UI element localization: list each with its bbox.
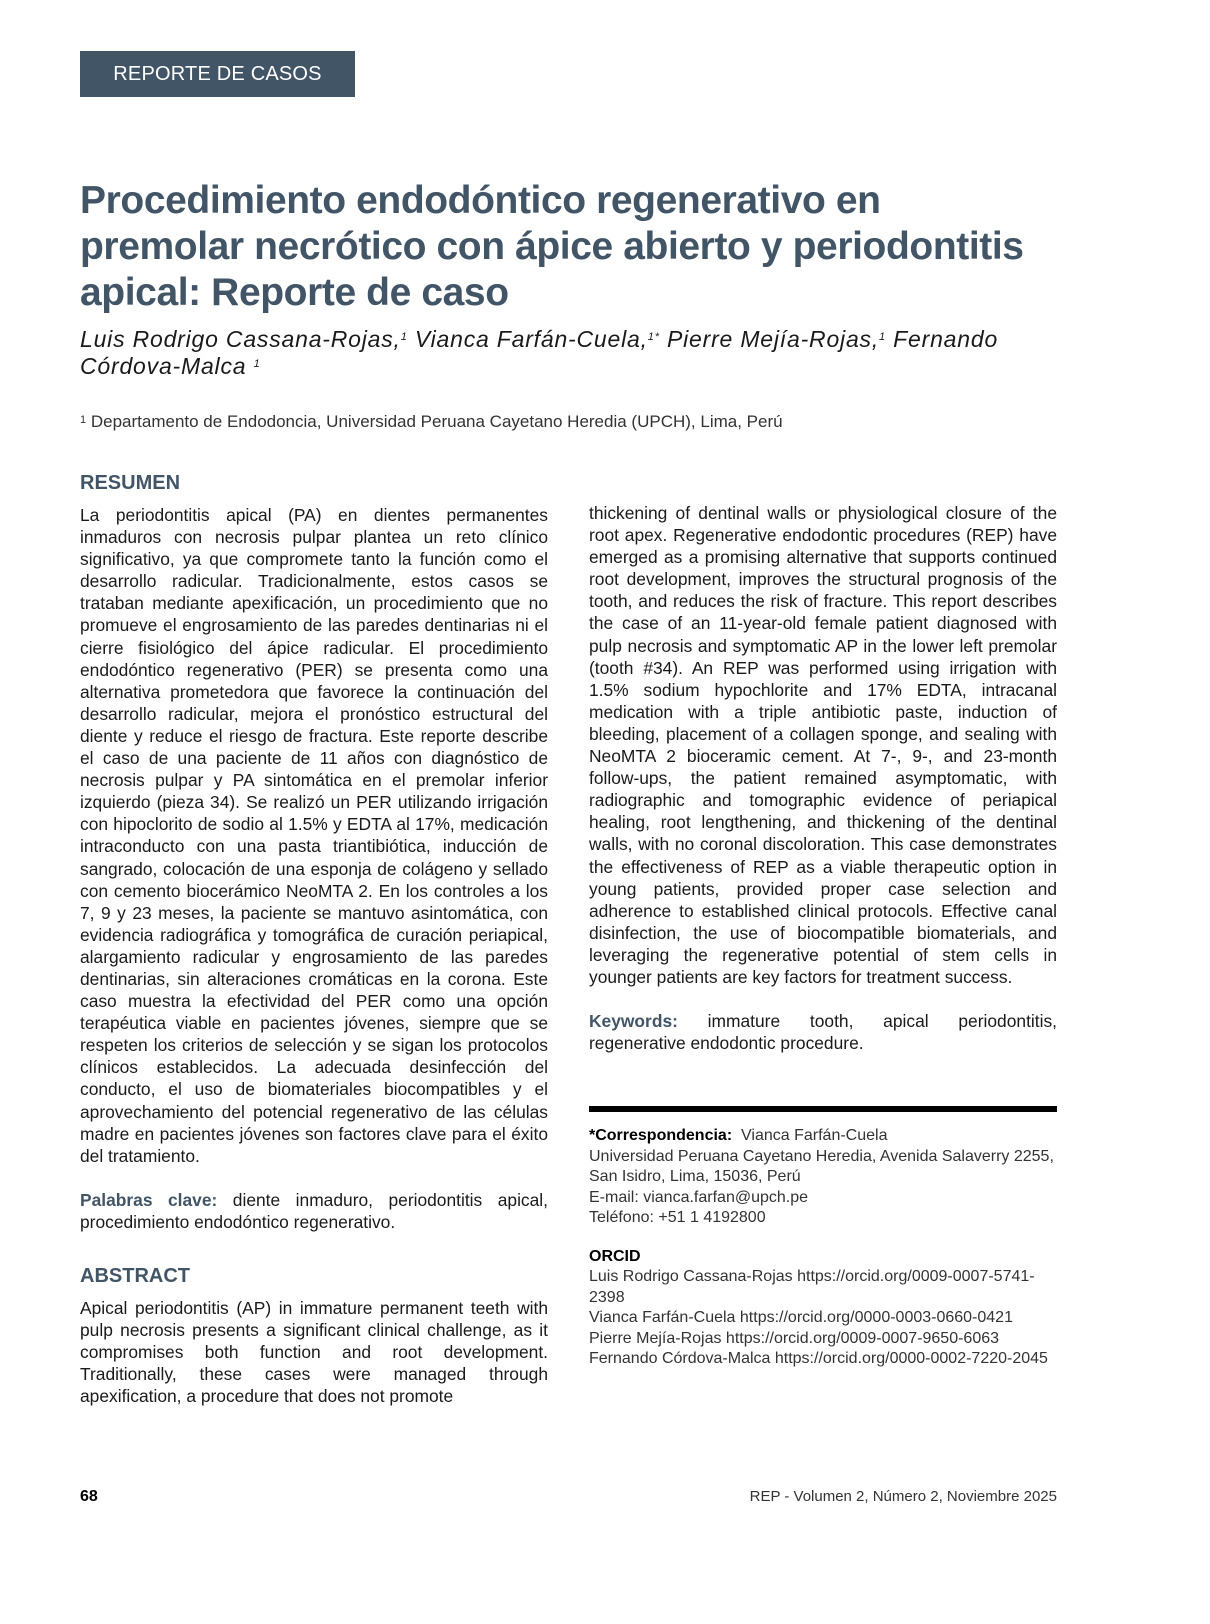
correspondence-label: *Correspondencia: [589,1127,733,1145]
author-name: Pierre Mejía-Rojas, [667,326,880,352]
orcid-entry[interactable]: Fernando Córdova-Malca https://orcid.org/0000-0002-7220-2045 [589,1350,1048,1368]
resumen-keywords [80,1189,548,1233]
keywords-text: diente inmaduro, periodontitis apical, procedimiento endodóntico regenerativo. [80,1189,548,1232]
orcid-heading: ORCID [589,1247,641,1265]
abstract-text-part1: Apical periodontitis (AP) in immature permanent teeth with pulp necrosis presents a significant clinical challenge, as it compromises both function and root development. Traditionally, these cases were managed through apexification, a procedure that does not promote [80,1298,548,1407]
author-affiliation-mark: 1* [647,331,660,343]
correspondence-phone: Teléfono: +51 1 4192800 [589,1209,766,1227]
author-affiliation-mark: 1 [253,358,261,370]
article-title: Procedimiento endodóntico regenerativo en premolar necrótico con ápice abierto y periodontitis apical: Reporte de caso [80,179,1024,314]
author-affiliation-mark: 1 [400,331,408,343]
abstract-keywords [589,1010,1057,1054]
author-name: Fernando Córdova-Malca [80,326,999,379]
correspondence-email[interactable]: E-mail: vianca.farfan@upch.pe [589,1188,809,1206]
section-tag: REPORTE DE CASOS [80,51,355,97]
correspondence-name: Vianca Farfán-Cuela [741,1127,888,1145]
author-list [80,326,1070,380]
correspondence-address: Universidad Peruana Cayetano Heredia, Avenida Salaverry 2255, San Isidro, Lima, 15036, Perú [589,1147,1054,1186]
author-name: Vianca Farfán-Cuela, [414,326,648,352]
page-number: 68 [80,1488,98,1505]
correspondence-block [589,1126,1057,1370]
orcid-entry[interactable]: Vianca Farfán-Cuela https://orcid.org/0000-0003-0660-0421 [589,1309,1013,1327]
affiliation-mark: 1 [80,414,87,426]
left-column [80,470,548,1407]
keywords-label: Palabras clave: [80,1189,218,1210]
orcid-entry[interactable]: Luis Rodrigo Cassana-Rojas https://orcid.org/0009-0007-5741-2398 [589,1268,1035,1306]
resumen-text: La periodontitis apical (PA) en dientes permanentes inmaduros con necrosis pulpar plantea un reto clínico significativo, ya que compromete tanto la función como el desarrollo radicular. Tradicionalmente, estos casos se trataban mediante apexificación, un procedimiento que no promueve el engrosamiento de las paredes dentinarias ni el cierre fisiológico del ápice radicular. El procedimiento endodóntico regenerativo (PER) se presenta como una alternativa prometedora que favorece la continuación del desarrollo radicular, mejora el pronóstico estructural del diente y reduce el riesgo de fractura. Este reporte describe el caso de una paciente de 11 años con diagnóstico de necrosis pulpar y PA sintomática en el premolar inferior izquierdo (pieza 34). Se realizó un PER utilizando irrigación con hipoclorito de sodio al 1.5% y EDTA al 17%, medicación intraconducto con una pasta triantibiótica, inducción de sangrado, colocación de una esponja de colágeno y sellado con cemento biocerámico NeoMTA 2. En los controles a los 7, 9 y 23 meses, la paciente se mantuvo asintomática, con evidencia radiográfica y tomográfica de curación periapical, alargamiento radicular y engrosamiento de las paredes dentinarias, sin alteraciones cromáticas en la corona. Este caso muestra la efectividad del PER como una opción terapéutica viable en pacientes jóvenes, siempre que se respeten los criterios de selección y se sigan los protocolos clínicos establecidos. La adecuada desinfección del conducto, el uso de biomateriales biocompatibles y el aprovechamiento del potencial regenerativo de las células madre en pacientes jóvenes son factores clave para el éxito del tratamiento. [80,505,548,1166]
author-affiliation-mark: 1 [879,331,886,343]
affiliation [80,410,1070,434]
resumen-heading: RESUMEN [80,472,181,494]
right-column [589,502,1057,1370]
orcid-entry[interactable]: Pierre Mejía-Rojas https://orcid.org/0009-0007-9650-6063 [589,1329,1000,1347]
journal-citation: REP - Volumen 2, Número 2, Noviembre 2025 [749,1488,1057,1505]
keywords-label: Keywords: [589,1011,678,1032]
keywords-text: immature tooth, apical periodontitis, regenerative endodontic procedure. [589,1011,1057,1054]
affiliation-text: Departamento de Endodoncia, Universidad Peruana Cayetano Heredia (UPCH), Lima, Perú [90,412,783,431]
abstract-heading: ABSTRACT [80,1265,190,1287]
abstract-text-part2: thickening of dentinal walls or physiological closure of the root apex. Regenerative endodontic procedures (REP) have emerged as a promising alternative that supports continued root development, improves the structural prognosis of the tooth, and reduces the risk of fracture. This report describes the case of an 11-year-old female patient diagnosed with pulp necrosis and symptomatic AP in the lower left premolar (tooth #34). An REP was performed using irrigation with 1.5% sodium hypochlorite and 17% EDTA, intracanal medication with a triple antibiotic paste, induction of bleeding, placement of a collagen sponge, and sealing with NeoMTA 2 bioceramic cement. At 7-, 9-, and 23-month follow-ups, the patient remained asymptomatic, with radiographic and tomographic evidence of periapical healing, root lengthening, and thickening of the dentinal walls, with no coronal discoloration. This case demonstrates the effectiveness of REP as a viable therapeutic option in young patients, provided proper case selection and adherence to established clinical protocols. Effective canal disinfection, the use of biocompatible biomaterials, and leveraging the regenerative potential of stem cells in younger patients are key factors for treatment success. [589,503,1057,987]
author-name: Luis Rodrigo Cassana-Rojas, [80,326,401,352]
